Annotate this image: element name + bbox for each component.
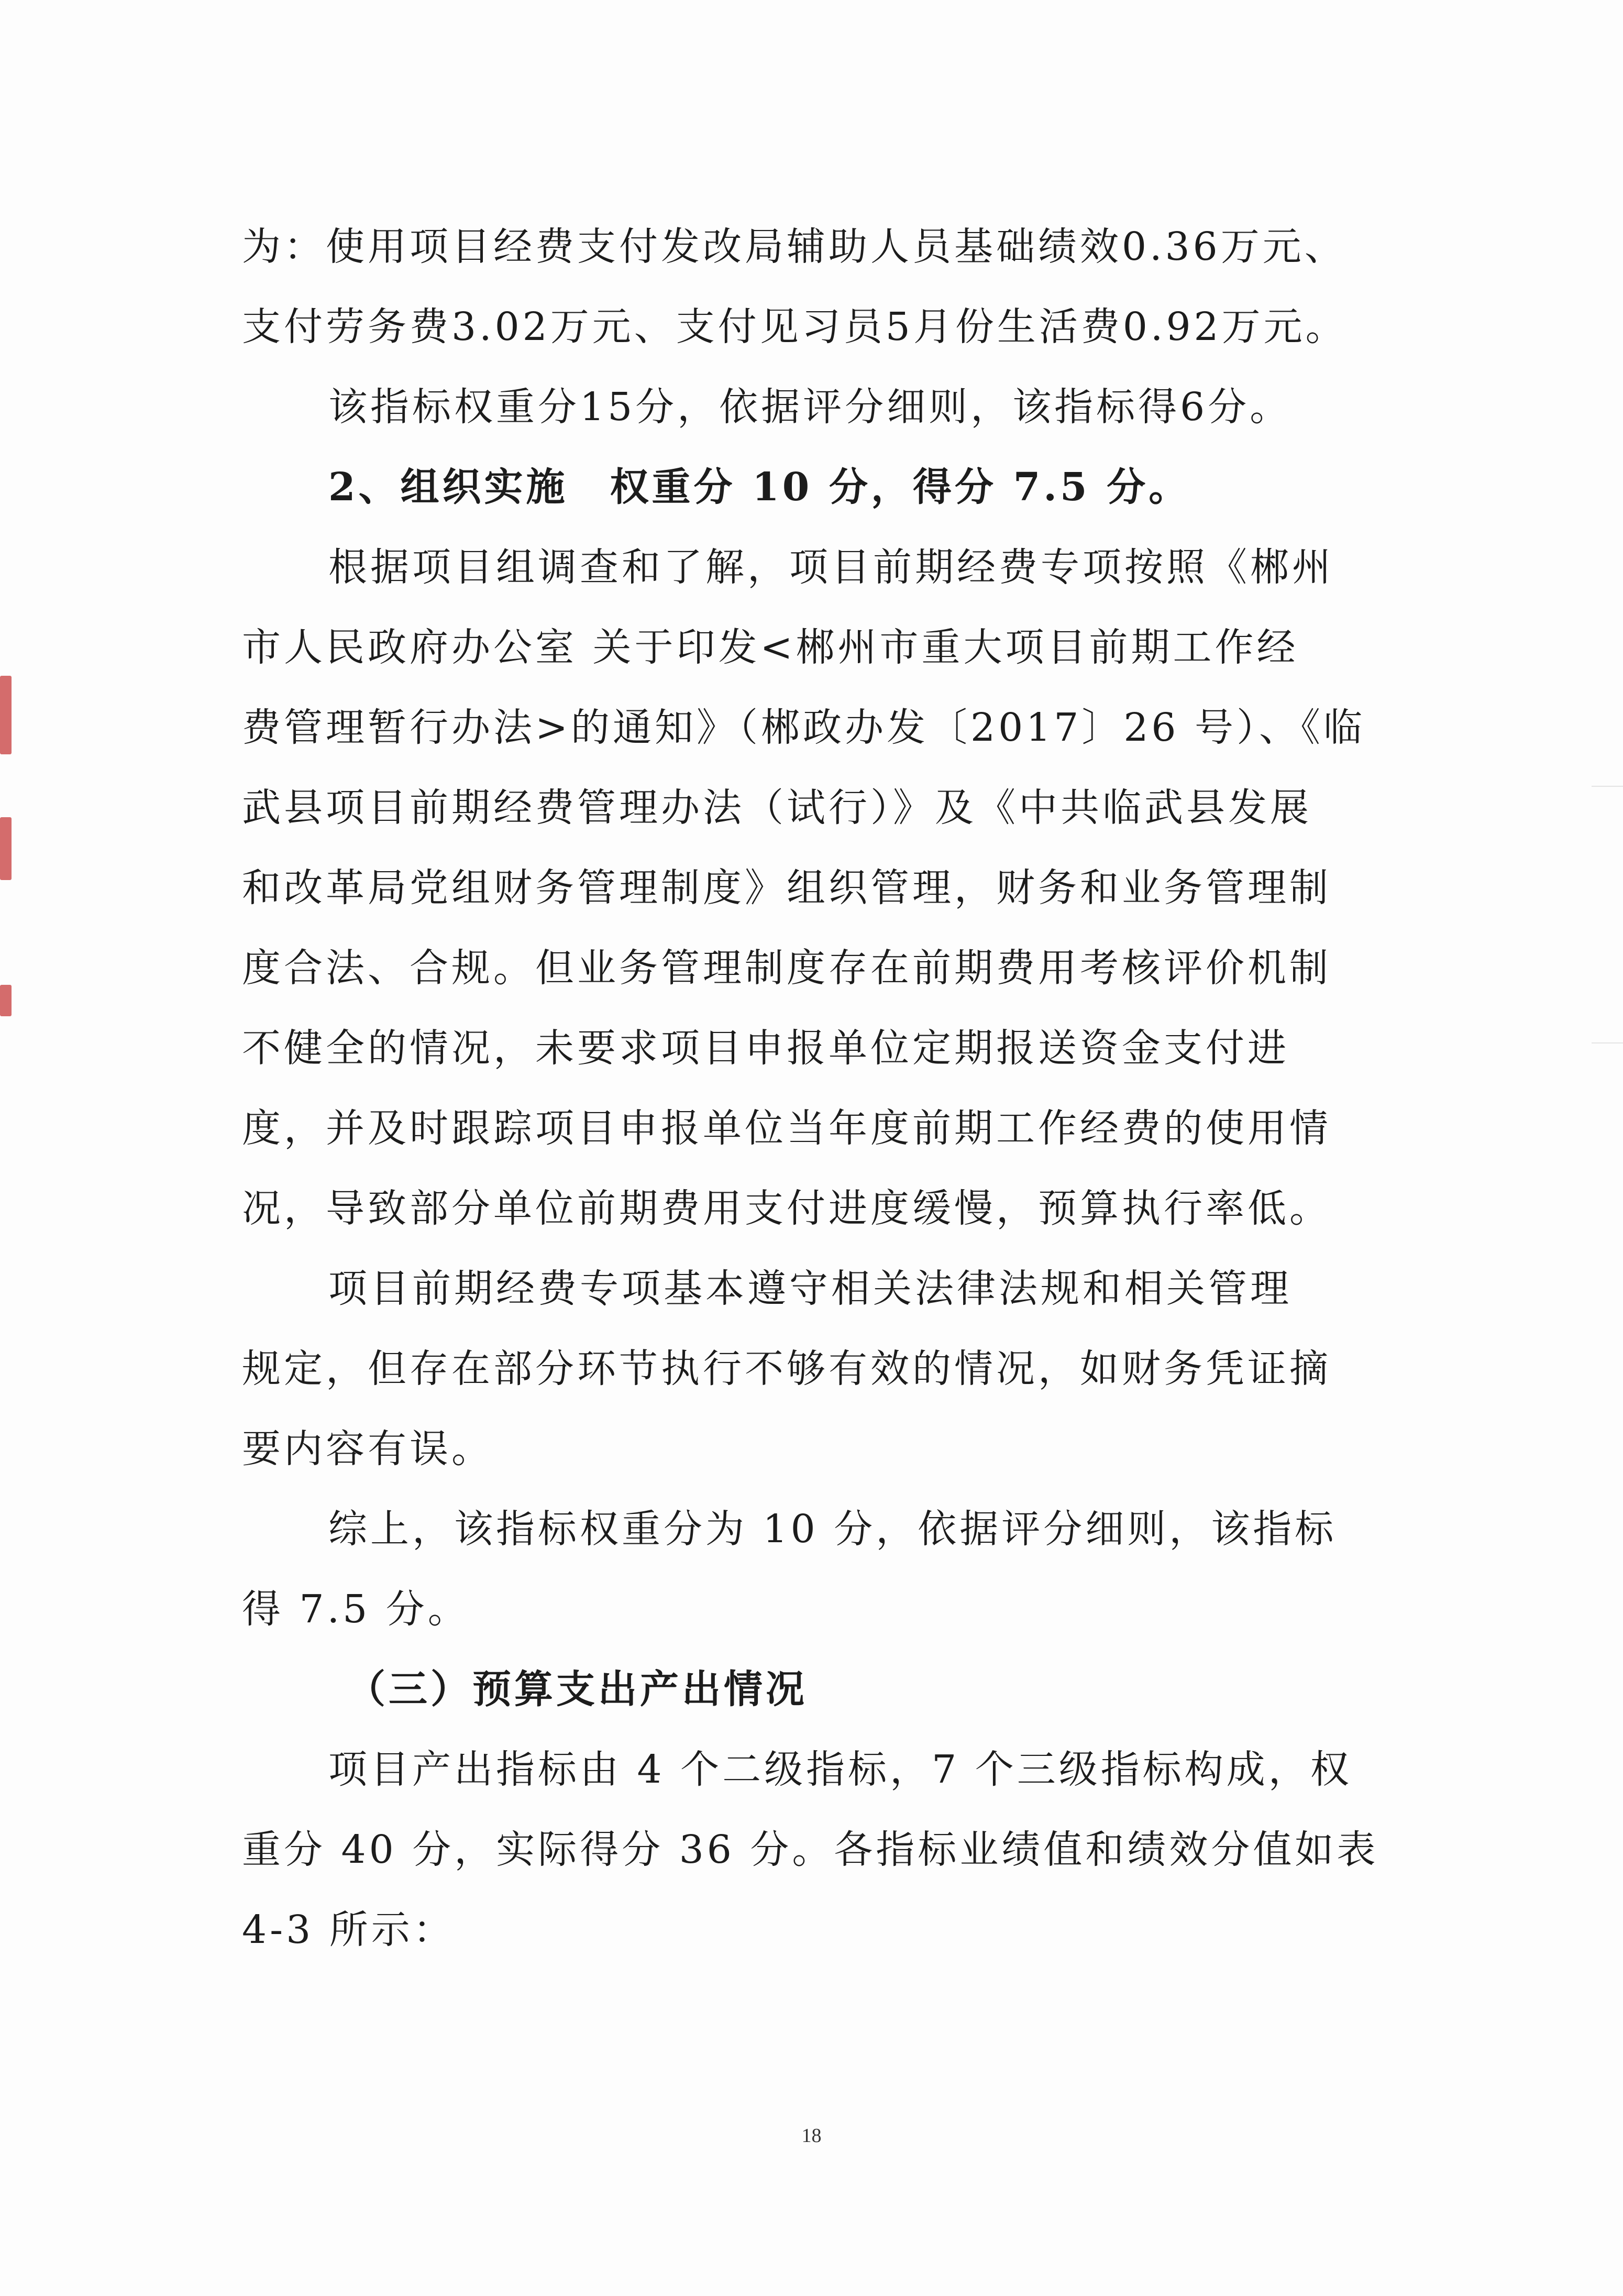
- subheading-text: 2、组织实施 权重分 10 分，得分 7.5 分。: [328, 465, 1191, 510]
- text-line: 武县项目前期经费管理办法（试行）》及《中共临武县发展: [242, 785, 1312, 830]
- page-number: 18: [801, 2125, 822, 2147]
- seal-fragment: [0, 985, 12, 1016]
- paragraph: [242, 367, 1368, 447]
- seal-fragment: [0, 676, 12, 754]
- subheading: [242, 447, 1368, 528]
- text-line: 费管理暂行办法>的通知》（郴政办发〔2017〕26 号）、《临: [242, 705, 1366, 750]
- text-line: 项目产出指标由 4 个二级指标，7 个三级指标构成，权: [328, 1747, 1352, 1792]
- text-line: 支付劳务费3.02万元、支付见习员5月份生活费0.92万元。: [242, 304, 1348, 349]
- text-line: 况，导致部分单位前期费用支付进度缓慢，预算执行率低。: [242, 1186, 1331, 1231]
- text-line: 度，并及时跟踪项目申报单位当年度前期工作经费的使用情: [242, 1106, 1331, 1151]
- text-line: 为：使用项目经费支付发改局辅助人员基础绩效0.36万元、: [242, 224, 1346, 269]
- paragraph: [242, 207, 1368, 367]
- section-heading-text: （三）预算支出产出情况: [347, 1667, 808, 1712]
- document-body: [242, 207, 1379, 1970]
- text-line: 规定，但存在部分环节执行不够有效的情况，如财务凭证摘: [242, 1346, 1331, 1391]
- seal-fragment: [0, 817, 12, 880]
- text-line: 和改革局党组财务管理制度》组织管理，财务和业务管理制: [242, 865, 1331, 910]
- text-line: 综上，该指标权重分为 10 分，依据评分细则，该指标: [328, 1507, 1337, 1552]
- text-line: 市人民政府办公室 关于印发<郴州市重大项目前期工作经: [242, 625, 1299, 670]
- paragraph: [242, 1249, 1368, 1489]
- text-line: 该指标权重分15分，依据评分细则，该指标得6分。: [328, 385, 1292, 430]
- section-heading: [242, 1650, 1368, 1730]
- paragraph: [242, 1489, 1368, 1650]
- paragraph: [242, 528, 1368, 1249]
- text-line: 4-3 所示：: [242, 1907, 455, 1952]
- text-line: 项目前期经费专项基本遵守相关法律法规和相关管理: [328, 1266, 1292, 1311]
- text-line: 根据项目组调查和了解，项目前期经费专项按照《郴州: [328, 545, 1334, 590]
- text-line: 重分 40 分，实际得分 36 分。各指标业绩值和绩效分值如表: [242, 1827, 1379, 1872]
- text-line: 得 7.5 分。: [242, 1587, 470, 1632]
- scan-artifact: [1592, 1042, 1623, 1043]
- text-line: 要内容有误。: [242, 1426, 493, 1471]
- paragraph: [242, 1730, 1379, 1970]
- text-line: 度合法、合规。但业务管理制度存在前期费用考核评价机制: [242, 946, 1331, 991]
- text-line: 不健全的情况，未要求项目申报单位定期报送资金支付进: [242, 1026, 1289, 1071]
- scan-artifact: [1592, 786, 1623, 787]
